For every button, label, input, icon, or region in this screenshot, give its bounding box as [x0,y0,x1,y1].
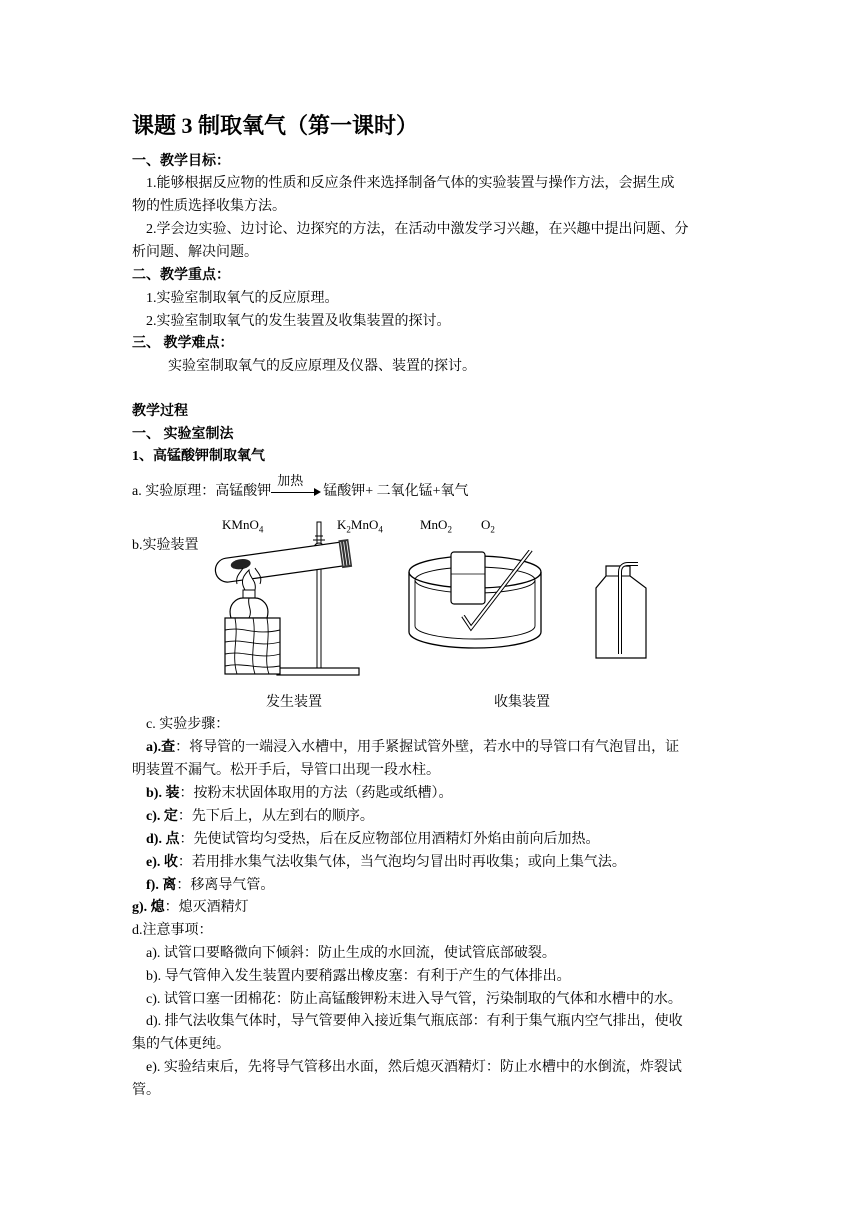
formula-mno2: MnO$_2$ [420,517,452,535]
process-heading: 教学过程 [132,404,188,419]
step-d: d). 点：先使试管均匀受热，后在反应物部位用酒精灯外焰由前向后加热。 [146,832,600,847]
step-a-line2: 明装置不漏气。松开手后，导管口出现一段水柱。 [132,763,440,778]
goal-2-line1: 2.学会边实验、边讨论、边探究的方法，在活动中激发学习兴趣，在兴趣中提出问题、分 [146,222,689,237]
step-f: f). 离：移离导气管。 [146,878,275,893]
formula-o2: $O_2$ [481,517,495,535]
collection-apparatus-caption: 收集装置 [494,695,550,710]
step-e: e). 收：若用排水集气法收集气体，当气泡均匀冒出时再收集；或向上集气法。 [146,855,626,870]
goal-1-line1: 1.能够根据反应物的性质和反应条件来选择制备气体的实验装置与操作方法，会据生成 [146,176,675,191]
note-d-line1: d). 排气法收集气体时，导气管要伸入接近集气瓶底部：有利于集气瓶内空气排出，使收 [146,1014,683,1029]
formula-k2mno4: $K_2MnO_4$ [337,517,383,535]
goal-1-line2: 物的性质选择收集方法。 [132,199,286,214]
principle-line [132,472,469,503]
principle-products: 锰酸钾+ 二氧化锰+氧气 [323,484,469,499]
key-point-1: 1.实验室制取氧气的反应原理。 [146,291,339,306]
goal-2-line2: 析问题、解决问题。 [132,245,258,260]
note-c: c). 试管口塞一团棉花：防止高锰酸钾粉末进入导气管，污染制取的气体和水槽中的水。 [146,992,682,1007]
principle-prefix: a. 实验原理：高锰酸钾 [132,484,272,499]
steps-heading: c. 实验步骤： [146,717,230,732]
generation-apparatus-figure [205,518,375,683]
difficulty-heading: 三、 教学难点： [132,336,234,351]
page-title: 课题 3 制取氧气（第一课时） [132,113,419,138]
difficulty-item: 实验室制取氧气的反应原理及仪器、装置的探讨。 [168,359,476,374]
step-a-line1: a).查：将导管的一端浸入水槽中，用手紧握试管外壁，若水中的导管口有气泡冒出，证 [146,740,680,755]
water-trough-figure [405,550,550,662]
goals-heading: 一、教学目标： [132,154,230,169]
note-d-line2: 集的气体更纯。 [132,1037,230,1052]
notes-heading: d.注意事项： [132,923,213,938]
note-b: b). 导气管伸入发生装置内要稍露出橡皮塞：有利于产生的气体排出。 [146,969,571,984]
reaction-condition: 加热 [277,472,304,488]
step-a-key: a).查 [146,740,176,755]
apparatus-label: b.实验装置 [132,538,199,553]
key-points-heading: 二、教学重点： [132,268,230,283]
generation-apparatus-caption: 发生装置 [266,695,322,710]
note-a: a). 试管口要略微向下倾斜：防止生成的水回流，使试管底部破裂。 [146,946,556,961]
note-e-line2: 管。 [132,1083,160,1098]
step-c: c). 定：先下后上，从左到右的顺序。 [146,809,374,824]
step-g: g). 熄：熄灭酒精灯 [132,900,249,915]
reaction-arrow [271,472,323,502]
gas-bottle-figure [592,562,652,662]
formula-kmno4: KMnO$_4$ [222,517,264,535]
subsection-1-heading: 1、高锰酸钾制取氧气 [132,449,265,464]
step-b: b). 装：按粉末状固体取用的方法（药匙或纸槽）。 [146,786,453,801]
note-e-line1: e). 实验结束后，先将导气管移出水面，然后熄灭酒精灯：防止水槽中的水倒流，炸裂试 [146,1060,682,1075]
key-point-2: 2.实验室制取氧气的发生装置及收集装置的探讨。 [146,314,451,329]
section-1-heading: 一、 实验室制法 [132,427,234,442]
